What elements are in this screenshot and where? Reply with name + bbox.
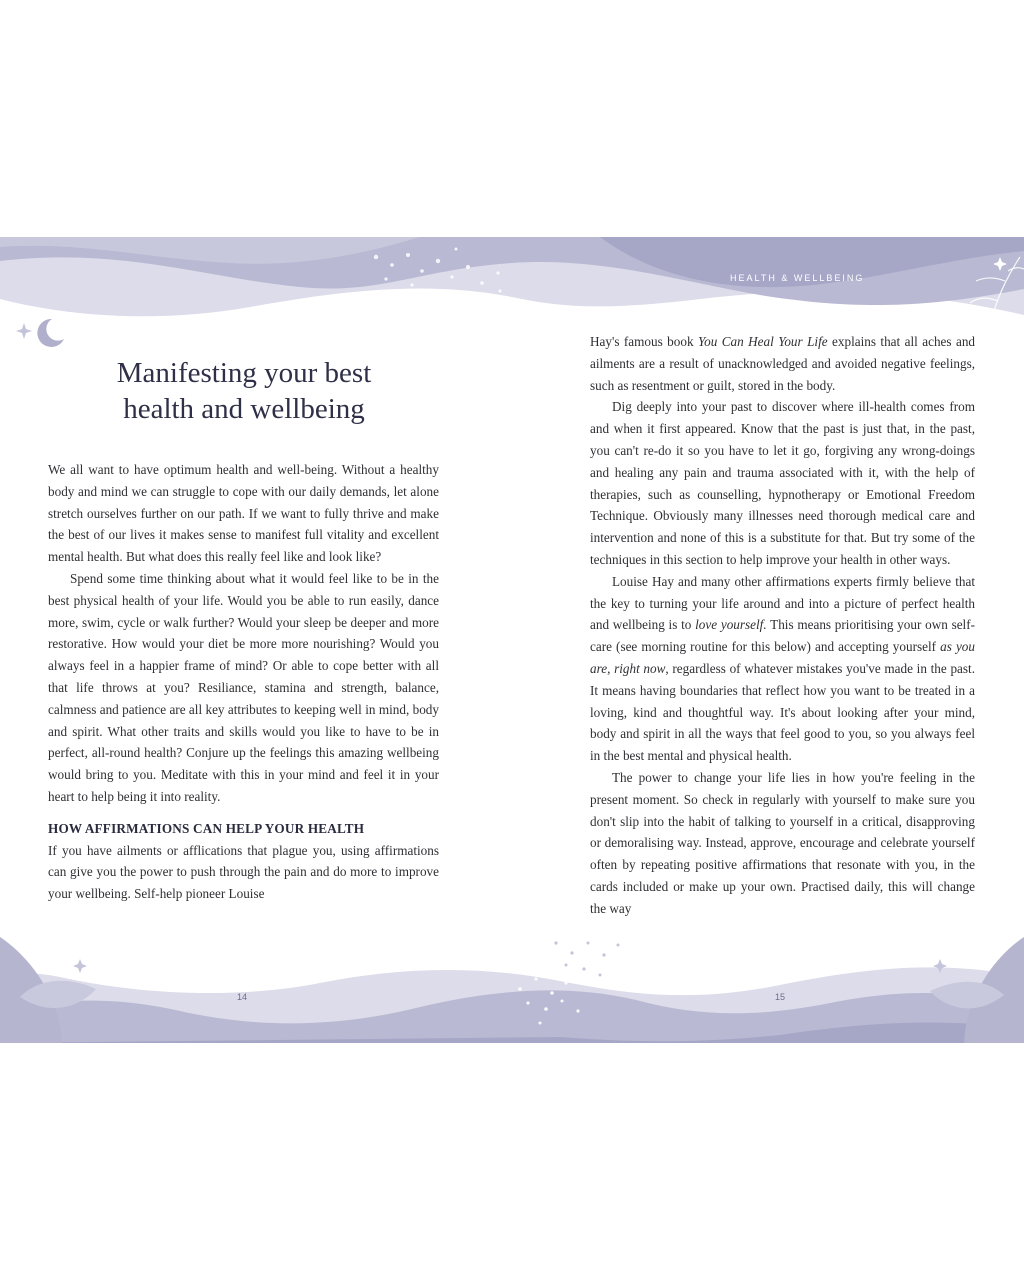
title-line-1: Manifesting your best (116, 357, 372, 389)
left-column-text (48, 459, 439, 905)
page-title (48, 355, 440, 427)
paragraph: The power to change your life lies in how you're feeling in the present moment. So check in regularly with yourself to make sure you don't slip into the habit of talking to yourself in a critical, disapproving or demoralising way. Instead, approve, encourage and celebrate yourself often by repeating positive affirmations that resonate with you, in the cards included or make up your own. Practised daily, this will change the way (590, 769, 975, 916)
paragraph: Dig deeply into your past to discover where ill-health comes from and when it first appeared. Know that the past is just that, in the past, you can't re-do it so you have to let it go, forgiving any wrong-doings and healing any pain and trauma associated with it, with the help of therapies, such as counselling, hypnotherapy or Emotional Freedom Technique. Obviously many illnesses need thorough medical care and intervention and none of this is a substitute for that. But try some of the techniques in this section to help improve your health in other ways. (590, 399, 975, 567)
section-subheading: HOW AFFIRMATIONS CAN HELP YOUR HEALTH (48, 820, 365, 836)
book-title-italic: You Can Heal Your Life (697, 334, 828, 349)
italic-text: love yourself. (695, 617, 767, 633)
right-column-text (590, 331, 975, 920)
text-run: This means prioritising your own self-care (see morning routine for this below) and accepting yourself (590, 617, 975, 655)
text-run: explains that all aches and ailments are a result of unacknowledged and avoided negative feelings, such as resentment or guilt, stored in the body. (590, 334, 976, 393)
page-number: 15 (775, 992, 786, 1002)
book-spread (0, 237, 1024, 1043)
left-page (0, 237, 512, 1043)
italic-text: as you are, right now (590, 639, 975, 676)
page-number: 14 (237, 992, 248, 1002)
paragraph: Spend some time thinking about what it would feel like to be in the best physical health of your life. Would you be able to run easily, dance more, swim, cycle or walk further? Would your sleep be deeper and more restorative. How would your diet be more more nourishing? Would you always feel in a happier frame of mind? Or able to cope better with all that life throws at you? Resiliance, stamina and strength, balance, calmness and patience are all key attributes to keeping well in mind, body and spirit. What other traits and skills would you like to have to be in perfect, all-round health? Conjure up the feelings this amazing wellbeing would bring to you. Meditate with this in your mind and feel it in your heart to help being it into reality. (48, 570, 439, 804)
running-head: HEALTH & WELLBEING (730, 273, 865, 283)
paragraph: If you have ailments or afflications that plague you, using affirmations can give you the power to push through the pain and do more to improve your wellbeing. Self-help pioneer Louise (48, 842, 439, 902)
title-line-2: health and wellbeing (123, 393, 365, 425)
text-run: Hay's famous book (590, 334, 698, 349)
paragraph (590, 571, 975, 767)
paragraph (590, 331, 975, 396)
text-run: , regardless of whatever mistakes you've made in the past. It means having boundaries that reflect how you want to be treated in a loving, kind and thoughtful way. It's about looking after your mind, body and spirit in all the ways that feel good to you, so you always feel in the best mental and physical health. (590, 660, 975, 764)
right-page (512, 237, 1024, 1043)
paragraph: We all want to have optimum health and well-being. Without a healthy body and mind we can struggle to cope with our daily demands, let alone stretch ourselves further on our path. If we want to fully thrive and make the best of our lives it makes sense to manifest full vitality and excellent mental health. But what does this really feel like and look like? (48, 462, 439, 565)
text-run: Louise Hay and many other affirmations experts firmly believe that the key to turning your life around and into a picture of perfect health and wellbeing is to (590, 573, 975, 633)
